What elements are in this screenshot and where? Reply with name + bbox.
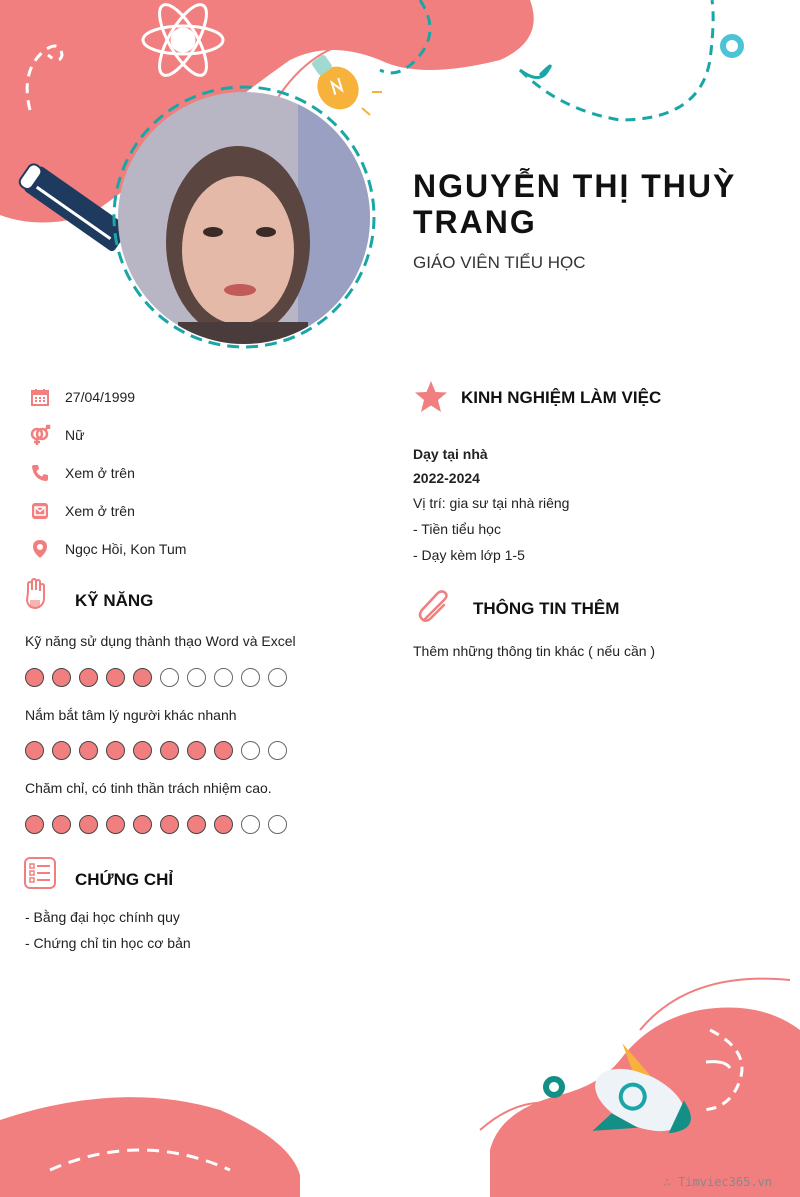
job-title: GIÁO VIÊN TIỂU HỌC <box>413 253 586 272</box>
rating-dot-filled <box>79 668 98 687</box>
rating-dot-empty <box>160 668 179 687</box>
checklist-icon <box>24 857 56 894</box>
certificate-item: - Chứng chỉ tin học cơ bản <box>25 935 191 951</box>
rating-dot-filled <box>79 741 98 760</box>
phone-icon <box>28 461 52 485</box>
rating-dot-filled <box>25 815 44 834</box>
teal-ring-bottom <box>546 1079 562 1095</box>
rating-dot-filled <box>160 741 179 760</box>
rating-dot-filled <box>25 668 44 687</box>
rating-dot-empty <box>187 668 206 687</box>
rating-dot-filled <box>52 668 71 687</box>
skill-3-rating <box>25 815 287 834</box>
rating-dot-filled <box>106 815 125 834</box>
contact-phone <box>28 461 135 485</box>
rating-dot-filled <box>133 668 152 687</box>
rating-dot-filled <box>106 668 125 687</box>
rating-dot-filled <box>214 741 233 760</box>
gender-icon <box>28 423 52 447</box>
experience-detail: - Tiền tiểu học <box>413 521 501 537</box>
contact-birthday <box>28 385 135 409</box>
skill-1-rating <box>25 668 287 687</box>
rating-dot-empty <box>241 815 260 834</box>
skill-3-label: Chăm chỉ, có tinh thần trách nhiệm cao. <box>25 780 272 796</box>
rating-dot-filled <box>133 815 152 834</box>
rating-dot-empty <box>241 741 260 760</box>
email-value: Xem ở trên <box>65 503 135 519</box>
contact-email <box>28 499 135 523</box>
experience-period: 2022-2024 <box>413 470 480 486</box>
phone-value: Xem ở trên <box>65 465 135 481</box>
paperclip-icon <box>416 588 456 633</box>
rating-dot-empty <box>268 741 287 760</box>
profile-photo <box>118 92 370 344</box>
gender-value: Nữ <box>65 427 85 443</box>
contact-gender <box>28 423 84 447</box>
hand-icon <box>24 578 46 615</box>
certificates-heading: CHỨNG CHỈ <box>75 870 174 889</box>
skills-heading: KỸ NĂNG <box>75 591 154 610</box>
skill-1-label: Kỹ năng sử dụng thành thạo Word và Excel <box>25 633 296 649</box>
additional-heading: THÔNG TIN THÊM <box>473 599 620 618</box>
rating-dot-empty <box>268 815 287 834</box>
experience-position: Vị trí: gia sư tại nhà riêng <box>413 495 570 511</box>
avatar-illustration <box>118 92 370 344</box>
experience-heading: KINH NGHIỆM LÀM VIỆC <box>461 388 662 407</box>
rating-dot-empty <box>268 668 287 687</box>
rating-dot-filled <box>187 741 206 760</box>
calendar-icon <box>28 385 52 409</box>
rating-dot-filled <box>25 741 44 760</box>
location-pin-icon <box>28 537 52 561</box>
rating-dot-filled <box>187 815 206 834</box>
bottom-left-blob <box>0 1097 300 1197</box>
light-bulb-icon <box>301 47 367 117</box>
teal-ring-icon <box>723 37 741 55</box>
email-icon <box>28 499 52 523</box>
rating-dot-filled <box>79 815 98 834</box>
address-value: Ngọc Hồi, Kon Tum <box>65 541 187 557</box>
experience-company: Dạy tại nhà <box>413 446 488 462</box>
rating-dot-filled <box>52 815 71 834</box>
birthday-value: 27/04/1999 <box>65 389 136 405</box>
watermark: ∴ Timviec365.vn <box>663 1175 772 1189</box>
rating-dot-empty <box>241 668 260 687</box>
rating-dot-filled <box>52 741 71 760</box>
rating-dot-filled <box>106 741 125 760</box>
rating-dot-empty <box>214 668 233 687</box>
skill-2-label: Nắm bắt tâm lý người khác nhanh <box>25 707 237 723</box>
additional-text: Thêm những thông tin khác ( nếu cần ) <box>413 643 656 659</box>
rating-dot-filled <box>214 815 233 834</box>
skill-2-rating <box>25 741 287 760</box>
experience-detail: - Dạy kèm lớp 1-5 <box>413 547 525 563</box>
contact-address <box>28 537 186 561</box>
candidate-name: NGUYỄN THỊ THUỲ TRANG <box>413 168 737 240</box>
rating-dot-filled <box>133 741 152 760</box>
certificate-item: - Bằng đại học chính quy <box>25 909 180 925</box>
rating-dot-filled <box>160 815 179 834</box>
star-icon <box>414 380 448 419</box>
